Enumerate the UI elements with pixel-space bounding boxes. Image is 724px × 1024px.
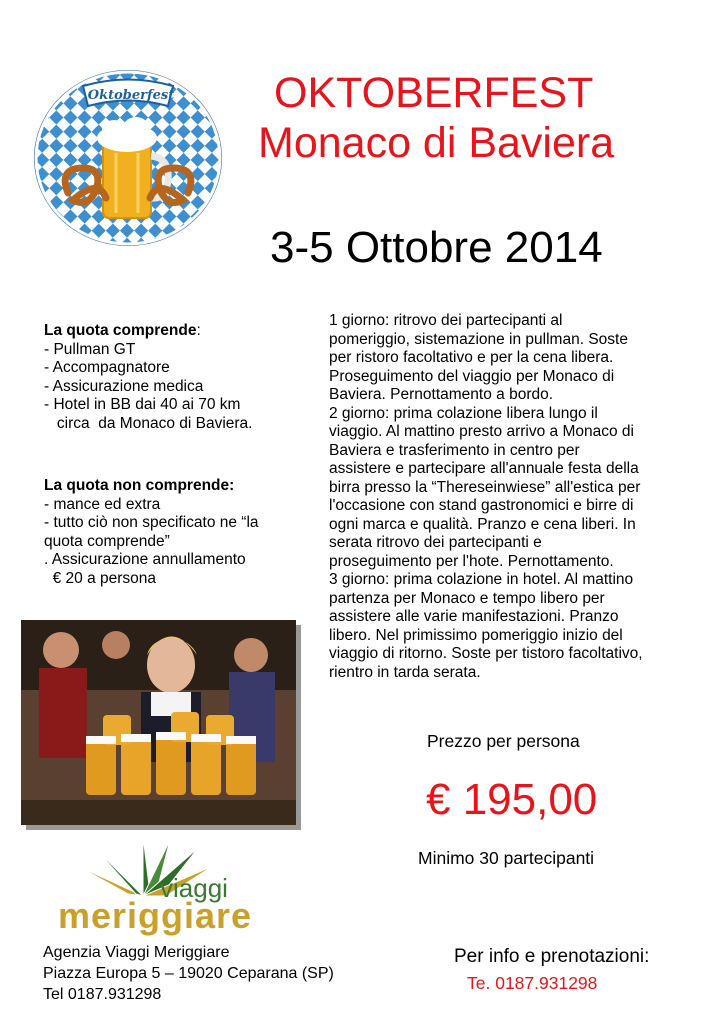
- info-heading: Per info e prenotazioni:: [454, 946, 650, 967]
- itinerary-line: 3 giorno: prima colazione in hotel. Al mattino: [329, 571, 634, 588]
- itinerary-line: Proseguimento del viaggio per Monaco di: [329, 367, 615, 385]
- agency-info: [43, 942, 334, 1005]
- itinerary-line: serata ritrovo dei partecipanti e: [329, 534, 542, 551]
- itinerary-line: ogni marca e qualità. Pranzo e cena liberi. In: [329, 515, 636, 533]
- itinerary-line: 2 giorno: prima colazione libera lungo il: [329, 404, 598, 422]
- includes-item: - Hotel in BB dai 40 ai 70 km: [44, 396, 241, 413]
- itinerary-line: viaggio di ritorno. Soste per tistoro facoltativo,: [329, 645, 643, 662]
- itinerary-line: birra presso la “Thereseinwiese” all'estica per: [329, 478, 641, 496]
- logo-word-viaggi: viaggi: [160, 873, 228, 903]
- itinerary-line: viaggio. Al mattino presto arrivo a Monaco di: [329, 423, 634, 440]
- itinerary-line: libero. Nel primissimo pomeriggio inizio del: [329, 626, 623, 644]
- excludes-item: quota comprende”: [44, 532, 170, 550]
- agency-address: Piazza Europa 5 – 19020 Ceparana (SP): [43, 965, 334, 982]
- agency-name: Agenzia Viaggi Meriggiare: [43, 944, 230, 961]
- agency-phone: Tel 0187.931298: [43, 986, 162, 1003]
- includes-section: [44, 322, 314, 433]
- beer-waitress-illustration: [21, 620, 296, 825]
- includes-item: circa da Monaco di Baviera.: [44, 414, 253, 432]
- includes-item: - Assicurazione medica: [44, 377, 204, 395]
- info-phone: Te. 0187.931298: [467, 973, 598, 993]
- itinerary-line: partenza per Monaco e tempo libero per: [329, 589, 605, 607]
- itinerary: [329, 312, 689, 682]
- includes-heading: La quota comprende:: [44, 322, 201, 339]
- itinerary-line: proseguimento per l'hote. Pernottamento.: [329, 552, 614, 570]
- excludes-item: € 20 a persona: [44, 569, 157, 587]
- excludes-item: - tutto ciò non specificato ne “la: [44, 514, 259, 531]
- itinerary-line: rientro in tarda serata.: [329, 663, 481, 681]
- itinerary-line: per ristoro facoltativo e per la cena libera.: [329, 349, 614, 366]
- event-dates: 3-5 Ottobre 2014: [270, 223, 603, 272]
- excludes-heading: La quota non comprende:: [44, 477, 235, 494]
- itinerary-line: pomeriggio, sistemazione in pullman. Soste: [329, 330, 628, 348]
- oktoberfest-photo: [21, 620, 296, 825]
- excludes-item: . Assicurazione annullamento: [44, 551, 246, 568]
- excludes-section: [44, 477, 314, 588]
- itinerary-line: Baviera e trasferimento in centro per: [329, 441, 580, 459]
- minimum-participants: Minimo 30 partecipanti: [418, 848, 595, 868]
- excludes-item: - mance ed extra: [44, 495, 161, 513]
- itinerary-line: l'occasione con stand gastronomici e birre di: [329, 497, 634, 514]
- itinerary-line: assistere alle varie manifestazioni. Pranzo: [329, 608, 619, 625]
- title-monaco-di-baviera: Monaco di Baviera: [258, 119, 615, 167]
- badge-text: Oktoberfest: [87, 88, 175, 103]
- itinerary-line: Baviera. Pernottamento a bordo.: [329, 386, 554, 403]
- title-oktoberfest: OKTOBERFEST: [274, 69, 594, 117]
- price-label: Prezzo per persona: [427, 731, 580, 751]
- includes-item: - Pullman GT: [44, 340, 136, 358]
- logo-word-meriggiare: meriggiare: [58, 895, 253, 936]
- itinerary-line: 1 giorno: ritrovo dei partecipanti al: [329, 312, 563, 329]
- itinerary-line: assistere e partecipare all'annuale festa della: [329, 460, 639, 477]
- price-amount: € 195,00: [426, 775, 598, 824]
- includes-item: - Accompagnatore: [44, 359, 170, 376]
